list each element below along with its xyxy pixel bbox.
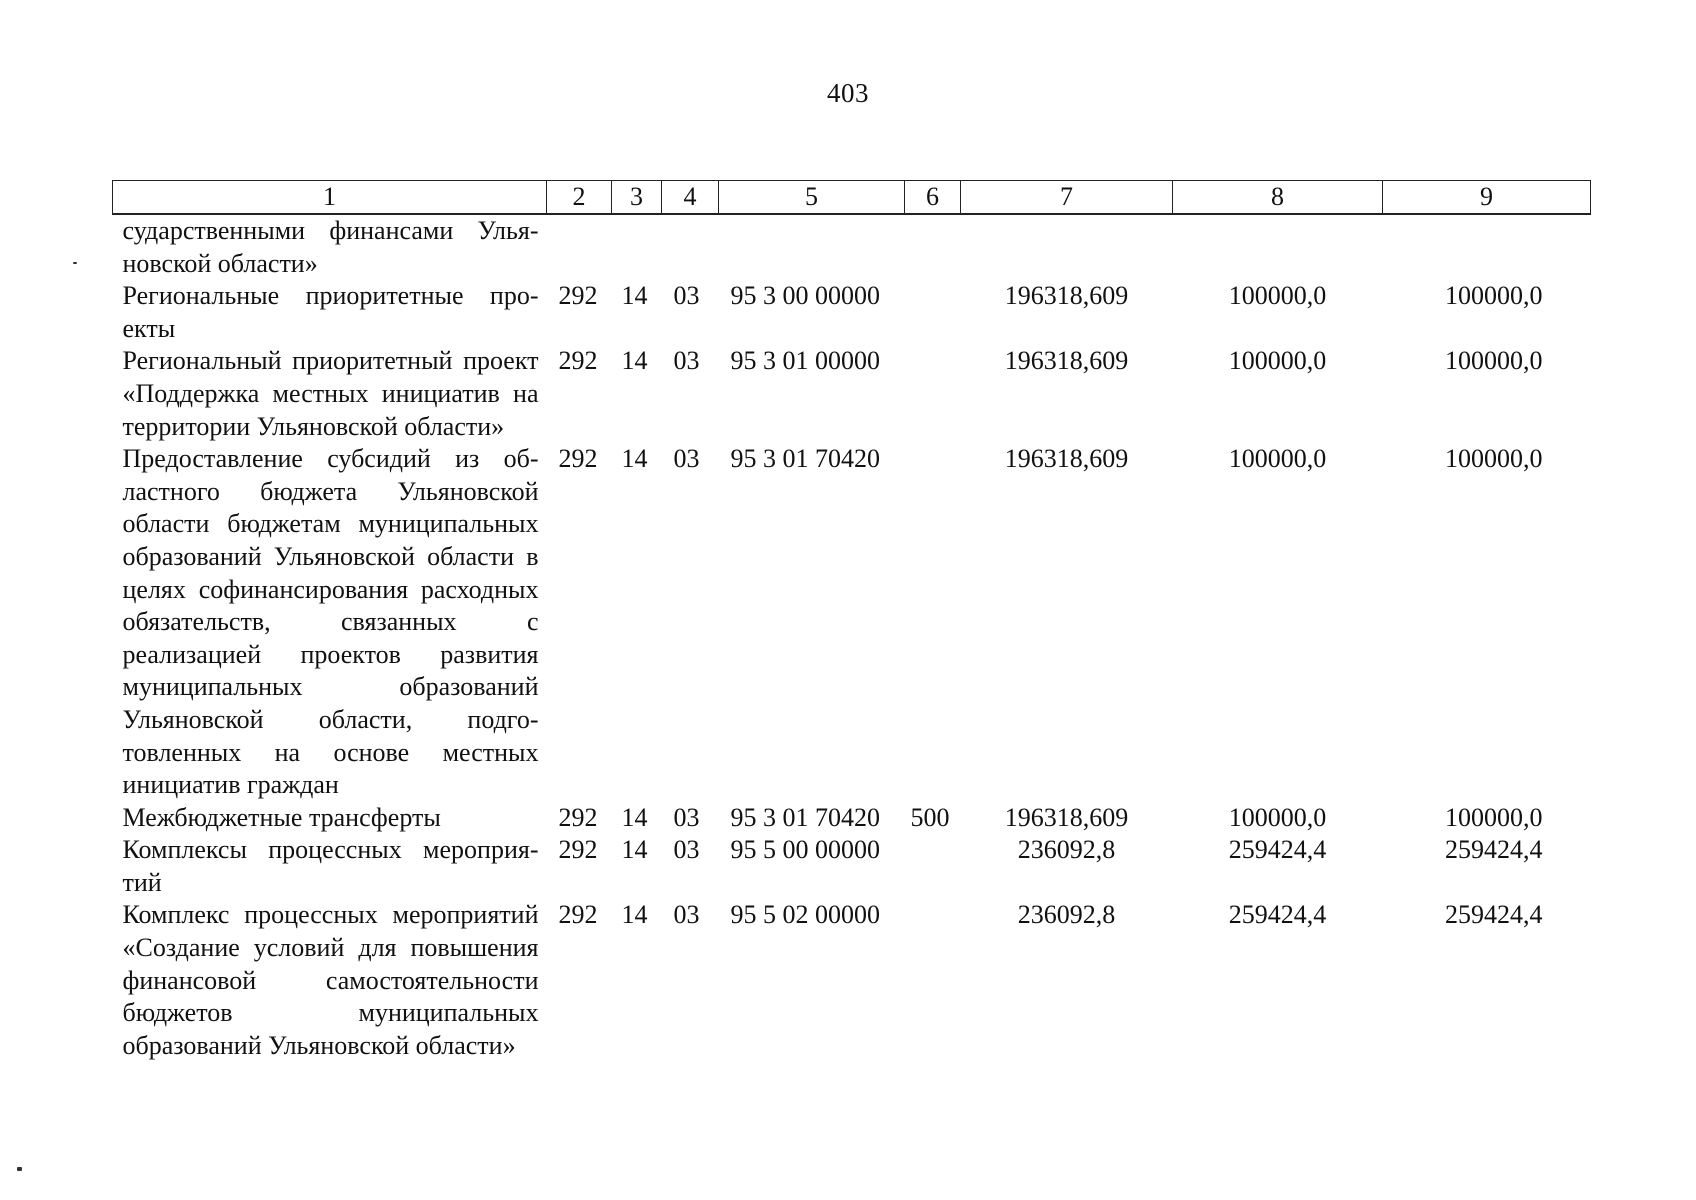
cell-col-5 [719,214,905,280]
scan-speck [17,1167,22,1171]
cell-col-6 [905,899,961,1062]
cell-col-5: 95 5 02 00000 [730,900,880,930]
cell-col-8 [1173,214,1383,280]
cell-col-4: 03 [673,835,700,865]
cell-col-3: 14 [621,835,648,865]
cell-col-5: 95 3 01 70420 [730,444,880,474]
cell-col-2: 292 [558,346,598,376]
cell-col-8: 259424,4 [1228,900,1327,930]
row-name: Комплексы процессных мероприятий [122,835,539,897]
budget-table [112,180,1591,1062]
table-row [113,214,1591,280]
cell-col-9: 259424,4 [1445,900,1543,930]
cell-col-4: 03 [673,444,700,474]
cell-col-8: 100000,0 [1228,346,1327,376]
cell-col-6 [905,345,961,443]
table-row [113,280,1591,345]
cell-col-5: 95 5 00 00000 [730,835,880,865]
cell-col-7: 196318,609 [1004,281,1129,311]
table-header [113,181,1591,215]
row-name: Предоставление субсидий из областного бюджета Ульяновской области бюджетам муниципальных образований Ульяновской области в целях софинансирования расходных обязательств, связанных с реализацией проектов развития муниципальных образований Ульяновской области, подготовленных на основе местных инициатив граждан [122,444,539,800]
cell-col-5: 95 3 01 70420 [730,802,880,832]
table-body [113,214,1591,1062]
table-row [113,443,1591,802]
cell-col-4: 03 [673,346,700,376]
header-col-6: 6 [905,181,961,215]
cell-col-6 [905,214,961,280]
cell-col-3: 14 [621,900,648,930]
cell-col-7: 196318,609 [1004,346,1129,376]
cell-col-8: 100000,0 [1228,802,1327,832]
header-col-7: 7 [961,181,1173,215]
header-col-9: 9 [1383,181,1591,215]
cell-col-3: 14 [621,444,648,474]
row-name: Межбюджетные трансферты [122,802,441,832]
cell-col-6 [905,834,961,899]
row-name: Комплекс процессных мероприятий «Создание условий для повышения финансовой самостоятельности бюджетов муниципальных образований Ульяновской области» [122,900,539,1060]
cell-col-8: 100000,0 [1228,281,1327,311]
cell-col-3: 14 [621,346,648,376]
header-col-5: 5 [719,181,905,215]
cell-col-8: 259424,4 [1228,835,1327,865]
cell-col-7: 236092,8 [1017,900,1116,930]
cell-col-6 [905,280,961,345]
header-col-2: 2 [547,181,612,215]
cell-col-9: 100000,0 [1445,444,1543,474]
row-name: Региональные приоритетные проекты [122,281,539,343]
cell-col-4: 03 [673,281,700,311]
cell-col-4: 03 [673,900,700,930]
header-col-3: 3 [612,181,662,215]
header-row [113,181,1591,215]
cell-col-6 [905,443,961,802]
cell-col-2: 292 [558,900,598,930]
cell-col-9: 100000,0 [1445,281,1543,311]
row-name: Региональный приоритетный проект «Поддержка местных инициатив на территории Ульяновской области» [122,346,539,441]
cell-col-7 [961,214,1173,280]
cell-col-5: 95 3 01 00000 [730,346,880,376]
cell-col-2: 292 [558,802,598,832]
cell-col-5: 95 3 00 00000 [730,281,880,311]
page-number: 403 [827,78,869,108]
cell-col-2 [547,214,612,280]
cell-col-3: 14 [621,281,648,311]
cell-col-6: 500 [910,802,950,832]
cell-col-7: 236092,8 [1017,835,1116,865]
cell-col-4: 03 [673,802,700,832]
scan-speck [73,262,77,264]
cell-col-9 [1383,214,1591,280]
cell-col-9: 259424,4 [1445,835,1543,865]
header-col-4: 4 [662,181,719,215]
header-col-8: 8 [1173,181,1383,215]
cell-col-3 [612,214,662,280]
cell-col-7: 196318,609 [1004,444,1129,474]
cell-col-9: 100000,0 [1445,802,1543,832]
cell-col-7: 196318,609 [1004,802,1129,832]
cell-col-4 [662,214,719,280]
cell-col-9: 100000,0 [1445,346,1543,376]
cell-col-2: 292 [558,281,598,311]
table-row [113,834,1591,899]
cell-col-3: 14 [621,802,648,832]
cell-col-2: 292 [558,444,598,474]
cell-col-8: 100000,0 [1228,444,1327,474]
table-row [113,802,1591,835]
table-row [113,345,1591,443]
row-name: сударственными финансами Ульяновской области» [122,216,539,278]
cell-col-2: 292 [558,835,598,865]
budget-table-container [112,180,1590,1062]
header-col-1: 1 [113,181,547,215]
table-row [113,899,1591,1062]
